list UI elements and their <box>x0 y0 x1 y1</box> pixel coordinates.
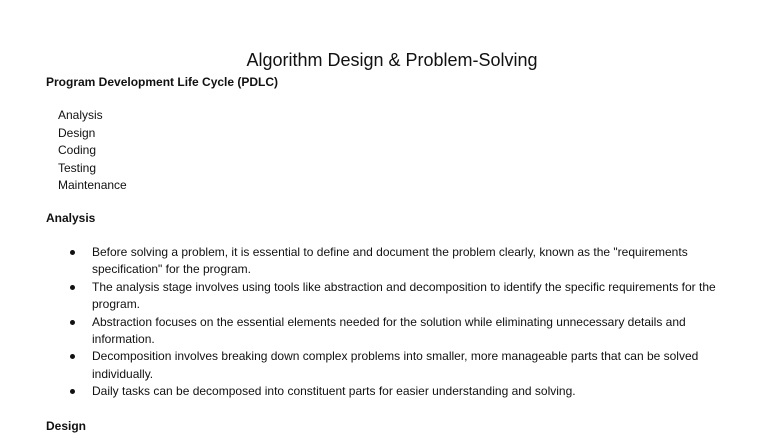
analysis-bullet-list <box>0 244 784 401</box>
analysis-bullet <box>0 348 784 383</box>
stage-item-design: Design <box>58 125 96 140</box>
stage-item-maintenance: Maintenance <box>58 178 127 192</box>
bullet-text: Abstraction focuses on the essential elements needed for the solution while eliminating unnecessary details and information. <box>92 314 686 347</box>
analysis-bullet <box>0 314 784 349</box>
bullet-text: The analysis stage involves using tools like abstraction and decomposition to identify the specific requirements for the program. <box>92 279 716 312</box>
stage-item-testing: Testing <box>58 160 97 175</box>
bullet-dot-icon <box>70 389 75 394</box>
bullet-dot-icon <box>70 354 75 359</box>
analysis-heading: Analysis <box>46 211 96 225</box>
page-title: Algorithm Design & Problem-Solving <box>246 50 538 70</box>
analysis-bullet <box>0 383 784 400</box>
analysis-bullet <box>0 244 784 279</box>
bullet-dot-icon <box>70 250 75 255</box>
bullet-dot-icon <box>70 285 75 290</box>
analysis-bullet <box>0 279 784 314</box>
bullet-dot-icon <box>70 320 75 325</box>
stage-item-analysis: Analysis <box>58 108 103 122</box>
pdlc-heading: Program Development Life Cycle (PDLC) <box>46 75 279 89</box>
stage-item-coding: Coding <box>58 143 97 157</box>
bullet-text: Before solving a problem, it is essential to define and document the problem clearly, known as the "requirements specification" for the program. <box>92 245 688 277</box>
design-heading: Design <box>46 419 87 433</box>
bullet-text: Decomposition involves breaking down complex problems into smaller, more manageable parts that can be solved individually. <box>92 349 699 381</box>
bullet-text: Daily tasks can be decomposed into constituent parts for easier understanding and solving. <box>92 384 576 399</box>
pdlc-stage-list <box>58 107 127 195</box>
